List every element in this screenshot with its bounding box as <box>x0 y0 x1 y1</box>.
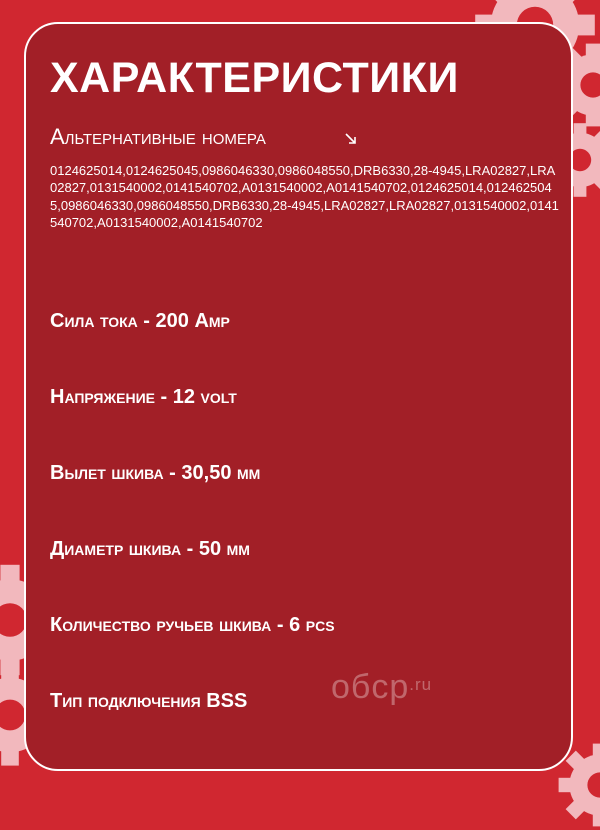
spec-pulley-grooves: Количество ручьев шкива - 6 pcs <box>50 614 335 636</box>
spec-current: Сила тока - 200 Amp <box>50 310 230 332</box>
alternatives-heading: Альтернативные номера <box>50 124 266 149</box>
spec-pulley-offset: Вылет шкива - 30,50 мм <box>50 462 261 484</box>
watermark <box>331 668 432 707</box>
alternative-numbers: 0124625014,0124625045,0986046330,0986048550,DRB6330,28-4945,LRA02827,LRA02827,0131540002,0141540702,A0131540002,A0141540702,0124625014,0124625045,0986046330,0986048550,DRB6330,28-4945,LRA02827,LRA02827,0131540002,0141540702,A0131540002,A0141540702 <box>50 163 559 230</box>
spec-pulley-diameter: Диаметр шкива - 50 мм <box>50 538 250 560</box>
watermark-main: oбcp <box>331 668 410 706</box>
spec-card <box>24 22 573 771</box>
arrow-down-right-icon <box>344 132 358 146</box>
watermark-suffix: .ru <box>409 675 433 694</box>
spec-connection-type: Тип подключения BSS <box>50 690 248 712</box>
spec-voltage: Напряжение - 12 volt <box>50 386 237 408</box>
page-title: ХАРАКТЕРИСТИКИ <box>50 54 459 102</box>
